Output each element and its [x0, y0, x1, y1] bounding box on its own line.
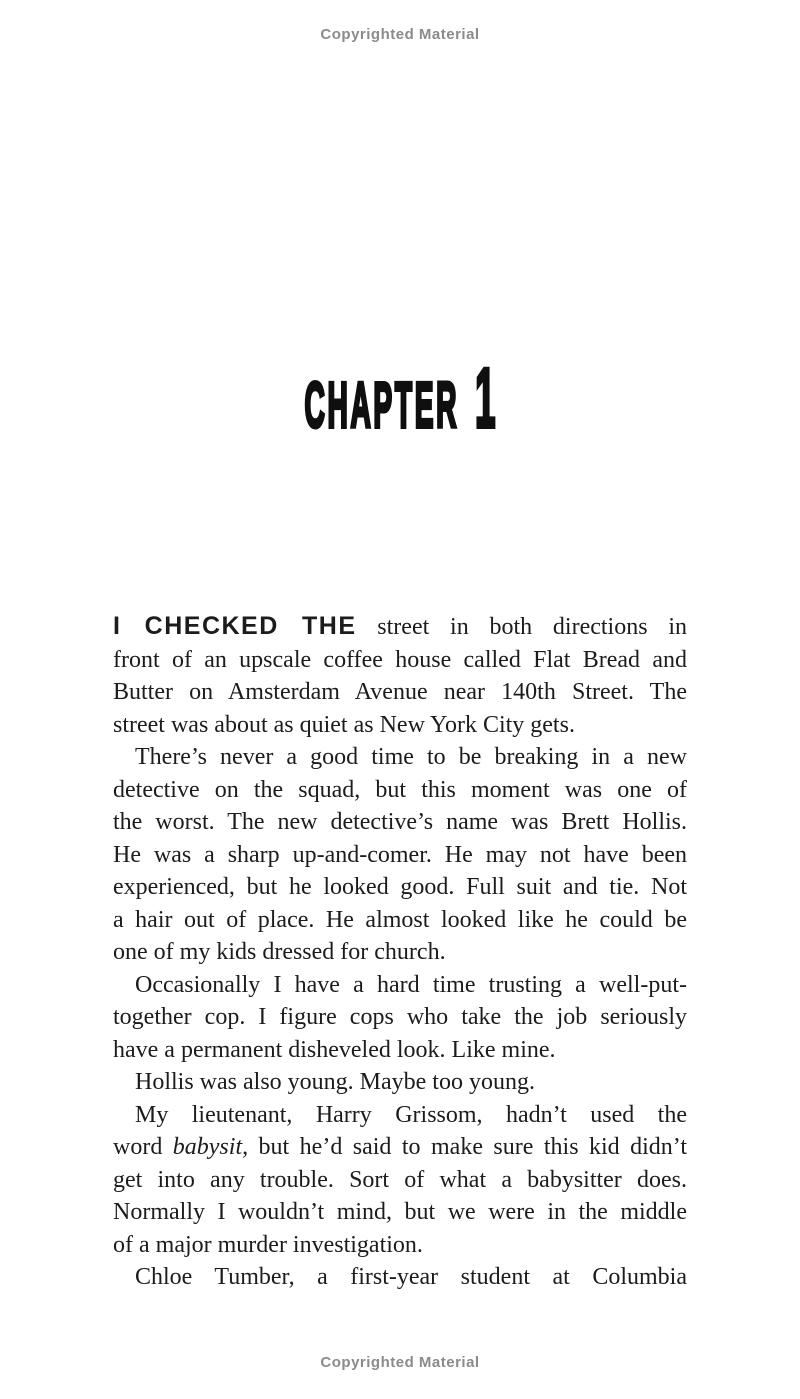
text-line	[113, 839, 687, 872]
text-line	[113, 871, 687, 904]
text-line	[113, 774, 687, 807]
text-segment: Normally I wouldn’t mind, but we were in the middle	[113, 1199, 687, 1225]
text-line	[113, 1131, 687, 1164]
text-line	[113, 969, 687, 1002]
text-segment: Butter on Amsterdam Avenue near 140th Street. The	[113, 679, 687, 705]
text-line	[113, 806, 687, 839]
text-segment: street was about as quiet as New York City gets.	[113, 711, 575, 738]
text-segment: detective on the squad, but this moment was one of	[113, 776, 687, 803]
text-segment: babysit,	[172, 1134, 249, 1160]
text-segment: one of my kids dressed for church.	[113, 939, 446, 965]
text-line	[113, 1099, 687, 1132]
copyright-notice-bottom: Copyrighted Material	[320, 1354, 480, 1371]
text-line	[113, 1164, 687, 1197]
text-line	[113, 644, 687, 677]
text-line	[113, 1196, 687, 1229]
chapter-number: 1	[474, 351, 496, 445]
text-line	[113, 709, 687, 742]
text-segment: My lieutenant, Harry Grissom, hadn’t used the	[135, 1101, 687, 1128]
text-segment: a hair out of place. He almost looked like he could be	[113, 906, 687, 933]
text-segment: There’s never a good time to be breaking in a new	[135, 744, 687, 770]
text-line	[113, 741, 687, 774]
text-line	[113, 904, 687, 937]
text-segment: of a major murder investigation.	[113, 1231, 423, 1258]
text-line	[113, 1261, 687, 1294]
text-segment: Occasionally I have a hard time trusting a well-put-	[135, 971, 687, 998]
text-segment: get into any trouble. Sort of what a babysitter does.	[113, 1166, 687, 1193]
text-segment: front of an upscale coffee house called Flat Bread and	[113, 646, 687, 673]
text-line	[113, 1066, 687, 1099]
text-line	[113, 1001, 687, 1034]
text-segment: experienced, but he looked good. Full suit and tie. Not	[113, 874, 687, 900]
text-segment: Chloe Tumber, a first-year student at Columbia	[135, 1264, 687, 1290]
text-segment: Hollis was also young. Maybe too young.	[135, 1069, 535, 1095]
text-segment: word	[113, 1134, 173, 1160]
text-line	[113, 610, 687, 644]
body-text	[113, 610, 687, 1294]
text-segment: but he’d said to make sure this kid didn’t	[248, 1134, 687, 1160]
text-segment: street in both directions in	[356, 614, 687, 640]
text-line	[113, 676, 687, 709]
chapter-word: CHAPTER	[304, 369, 460, 441]
text-segment: have a permanent disheveled look. Like mine.	[113, 1036, 556, 1063]
text-line	[113, 1034, 687, 1067]
text-segment: the worst. The new detective’s name was Brett Hollis.	[113, 809, 687, 835]
text-segment: together cop. I figure cops who take the job seriously	[113, 1004, 687, 1030]
text-line	[113, 1229, 687, 1262]
text-line	[113, 936, 687, 969]
chapter-heading	[224, 351, 576, 445]
copyright-notice-top: Copyrighted Material	[320, 26, 480, 43]
text-segment: He was a sharp up-and-comer. He may not have been	[113, 841, 687, 868]
leadin-text: I CHECKED THE	[113, 612, 357, 640]
